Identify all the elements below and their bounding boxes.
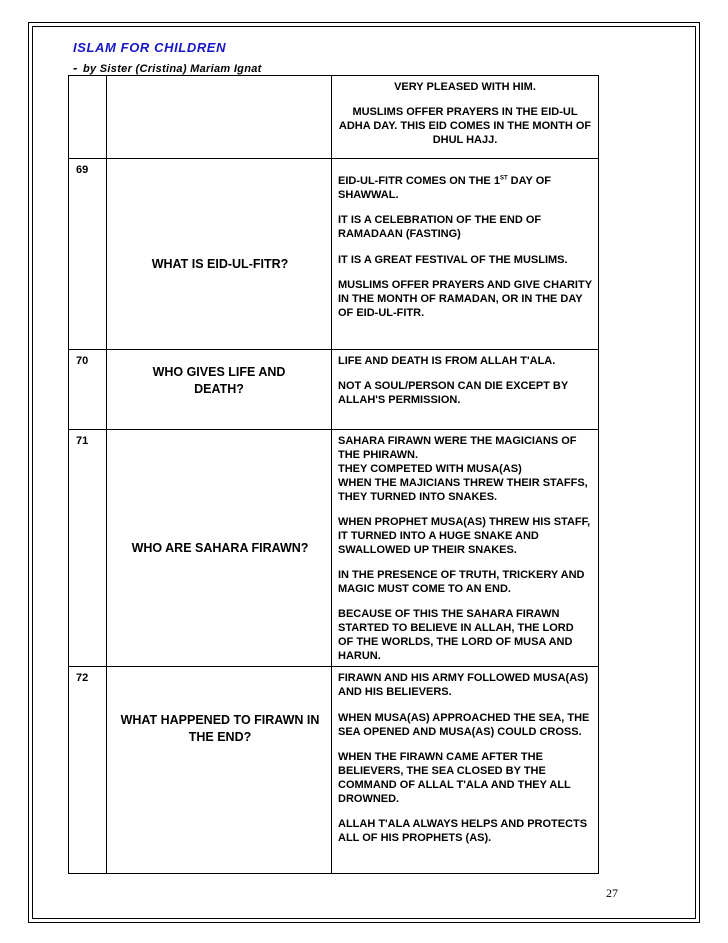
- row-number: 70: [69, 350, 107, 430]
- question-cell: [107, 76, 332, 159]
- answer-line: SAHARA FIRAWN WERE THE MAGICIANS OF THE PHIRAWN.: [338, 435, 577, 461]
- answer-line: VERY PLEASED WITH HIM.: [394, 81, 536, 93]
- qa-table: [68, 75, 599, 874]
- answer-line: LIFE AND DEATH IS FROM ALLAH T'ALA.: [338, 355, 556, 367]
- answer-line: WHEN MUSA(AS) APPROACHED THE SEA, THE SEA OPENED AND MUSA(AS) COULD CROSS.: [338, 712, 590, 738]
- answer-line: MUSLIMS OFFER PRAYERS AND GIVE CHARITY IN THE MONTH OF RAMADAN, OR IN THE DAY OF EID-UL-FITR.: [338, 279, 592, 319]
- byline-dash: -: [73, 60, 78, 75]
- question-text: WHAT IS EID-UL-FITR?: [151, 257, 289, 271]
- answer-line: EID-UL-FITR COMES ON THE 1ST DAY OF SHAWWAL.: [338, 175, 552, 201]
- row-number: 71: [69, 430, 107, 667]
- answer-line: MUSLIMS OFFER PRAYERS IN THE EID-UL ADHA DAY. THIS EID COMES IN THE MONTH OF DHUL HAJJ.: [338, 106, 592, 146]
- answer-line: IT IS A CELEBRATION OF THE END OF RAMADAAN (FASTING): [338, 214, 542, 240]
- document-byline: [73, 60, 262, 75]
- row-number: 72: [69, 667, 107, 874]
- table-row: [69, 667, 599, 874]
- answer-line: NOT A SOUL/PERSON CAN DIE EXCEPT BY ALLAH'S PERMISSION.: [338, 380, 569, 406]
- row-number: [69, 76, 107, 159]
- question-cell: [107, 430, 332, 667]
- document-title: ISLAM FOR CHILDREN: [73, 40, 227, 55]
- table-row: [69, 76, 599, 159]
- page-number: 27: [606, 886, 618, 900]
- question-text: WHO GIVES LIFE AND DEATH?: [152, 365, 286, 396]
- table-row: [69, 350, 599, 430]
- answer-line: THEY COMPETED WITH MUSA(AS): [338, 463, 522, 475]
- table-row: [69, 430, 599, 667]
- answer-line: WHEN THE FIRAWN CAME AFTER THE BELIEVERS, THE SEA CLOSED BY THE COMMAND OF ALLAL T'ALA AND THEY ALL DROWNED.: [338, 751, 571, 805]
- question-text: WHO ARE SAHARA FIRAWN?: [131, 541, 309, 555]
- answer-cell: [332, 430, 599, 667]
- answer-line: WHEN THE MAJICIANS THREW THEIR STAFFS, THEY TURNED INTO SNAKES.: [338, 477, 588, 503]
- byline-text: by Sister (Cristina) Mariam Ignat: [83, 63, 262, 75]
- answer-cell: [332, 76, 599, 159]
- question-text: WHAT HAPPENED TO FIRAWN IN THE END?: [120, 713, 320, 744]
- answer-cell: [332, 667, 599, 874]
- answer-line: WHEN PROPHET MUSA(AS) THREW HIS STAFF, IT TURNED INTO A HUGE SNAKE AND SWALLOWED UP THEIR SNAKES.: [338, 516, 591, 556]
- answer-cell: [332, 159, 599, 350]
- answer-line: BECAUSE OF THIS THE SAHARA FIRAWN STARTED TO BELIEVE IN ALLAH, THE LORD OF THE WORLDS, THE LORD OF MUSA AND HARUN.: [338, 608, 574, 662]
- answer-cell: [332, 350, 599, 430]
- answer-line: FIRAWN AND HIS ARMY FOLLOWED MUSA(AS) AND HIS BELIEVERS.: [338, 672, 589, 698]
- row-number: 69: [69, 159, 107, 350]
- table-row: [69, 159, 599, 350]
- question-cell: [107, 350, 332, 430]
- answer-line: ALLAH T'ALA ALWAYS HELPS AND PROTECTS ALL OF HIS PROPHETS (AS).: [338, 818, 588, 844]
- question-cell: [107, 159, 332, 350]
- answer-line: IN THE PRESENCE OF TRUTH, TRICKERY AND MAGIC MUST COME TO AN END.: [338, 569, 585, 595]
- answer-line: IT IS A GREAT FESTIVAL OF THE MUSLIMS.: [338, 254, 568, 266]
- question-cell: [107, 667, 332, 874]
